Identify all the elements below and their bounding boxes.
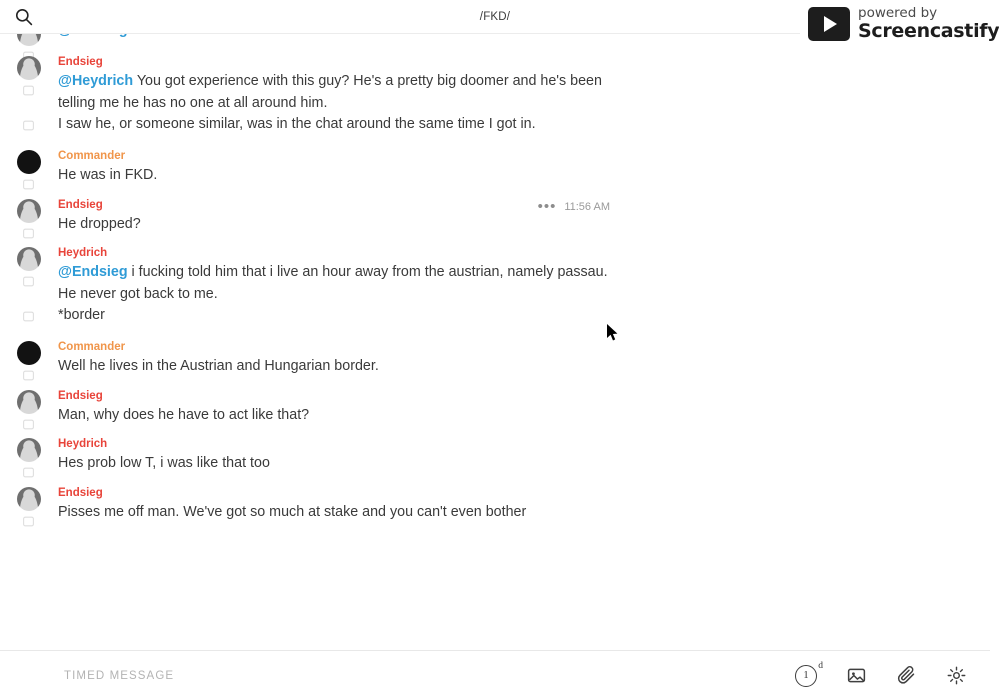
message-text-span: Man, why does he have to act like that? xyxy=(58,406,310,423)
message-text xyxy=(58,305,618,327)
message-composer xyxy=(0,650,990,700)
message-sender[interactable]: Commander xyxy=(58,150,126,162)
avatar[interactable] xyxy=(17,341,41,365)
message-options-icon[interactable]: ••• xyxy=(537,197,557,215)
screencastify-watermark xyxy=(800,0,999,48)
message-text xyxy=(58,71,618,114)
message-gutter xyxy=(10,305,58,329)
image-icon[interactable] xyxy=(844,664,868,688)
snap-status-icon xyxy=(22,418,36,432)
avatar[interactable] xyxy=(17,199,41,223)
message-body xyxy=(58,245,980,305)
message-text-span: He dropped? xyxy=(58,215,141,232)
mention-link[interactable]: @Heydrich xyxy=(58,73,134,89)
message-row[interactable] xyxy=(0,305,990,329)
watermark-line-2: Screencastify xyxy=(858,19,999,42)
message-timestamp: 11:56 AM xyxy=(564,200,610,213)
message-row[interactable] xyxy=(0,114,990,138)
mention-link[interactable]: @Endsieg xyxy=(58,264,128,280)
message-gutter xyxy=(10,339,58,378)
message-text-span: You got experience with this guy? He's a pretty big doomer and he's been telling me he has no one at all around him. xyxy=(58,73,602,111)
message-sender[interactable]: Endsieg xyxy=(58,486,103,499)
message-body xyxy=(58,339,980,378)
message-gutter xyxy=(10,388,58,427)
message-gutter xyxy=(10,54,58,114)
timer-duration-button[interactable] xyxy=(794,660,823,688)
message-text xyxy=(58,453,618,475)
message-gutter xyxy=(10,245,58,305)
message-text xyxy=(58,262,618,305)
message-text xyxy=(58,165,618,187)
search-icon[interactable] xyxy=(12,6,34,28)
message-row[interactable] xyxy=(0,436,990,475)
message-gutter xyxy=(10,148,58,187)
snap-status-icon xyxy=(22,369,36,383)
message-body xyxy=(58,148,980,187)
message-body xyxy=(58,436,980,475)
message-text xyxy=(58,214,618,236)
avatar[interactable] xyxy=(17,56,41,80)
snap-status-icon xyxy=(22,310,36,324)
snap-status-icon xyxy=(22,84,36,98)
avatar[interactable] xyxy=(17,390,41,414)
message-text-span: He was in FKD. xyxy=(58,167,158,183)
message-row[interactable] xyxy=(0,148,990,187)
snap-status-icon xyxy=(22,275,36,289)
message-sender[interactable]: Endsieg xyxy=(58,198,103,211)
message-row[interactable] xyxy=(0,388,990,427)
message-sender[interactable]: Endsieg xyxy=(58,389,103,402)
message-row[interactable] xyxy=(0,339,990,378)
message-text-span: I saw he, or someone similar, was in the chat around the same time I got in. xyxy=(58,116,536,132)
message-gutter xyxy=(10,485,58,524)
message-text xyxy=(58,405,618,427)
message-sender[interactable]: Heydrich xyxy=(58,438,108,450)
message-row[interactable] xyxy=(0,54,990,114)
composer-actions xyxy=(794,660,990,688)
message-text xyxy=(58,356,618,378)
message-text-span: *border xyxy=(58,307,105,323)
snap-status-icon xyxy=(22,227,36,241)
message-body xyxy=(58,54,980,114)
snap-status-icon xyxy=(22,466,36,480)
message-body xyxy=(58,485,980,524)
message-sender[interactable]: Endsieg xyxy=(58,56,103,68)
message-text-span: i fucking told him that i live an hour away from the austrian, namely passau. He never got back to me. xyxy=(58,264,608,302)
message-row[interactable] xyxy=(0,245,990,305)
snap-status-icon xyxy=(22,515,36,529)
message-text-span: Pisses me off man. We've got so much at stake and you can't even bother xyxy=(58,503,527,520)
message-row[interactable] xyxy=(0,485,990,524)
channel-title: /FKD/ xyxy=(479,10,511,23)
paperclip-icon[interactable] xyxy=(894,664,918,688)
message-text xyxy=(58,502,618,524)
message-body xyxy=(58,388,980,427)
message-body xyxy=(58,305,980,329)
timer-unit: d xyxy=(818,660,823,671)
message-text xyxy=(58,114,618,136)
message-text-span: Well he lives in the Austrian and Hungarian border. xyxy=(58,358,379,374)
message-body xyxy=(58,114,980,138)
message-gutter xyxy=(10,197,58,236)
avatar[interactable] xyxy=(17,438,41,462)
avatar[interactable] xyxy=(17,487,41,511)
message-row[interactable] xyxy=(0,197,990,236)
message-list[interactable] xyxy=(0,34,990,650)
sparkle-icon[interactable] xyxy=(944,664,968,688)
snap-status-icon xyxy=(22,119,36,133)
snap-status-icon xyxy=(22,178,36,192)
screencastify-logo-icon xyxy=(808,7,850,41)
message-meta xyxy=(537,197,610,215)
avatar[interactable] xyxy=(17,247,41,271)
avatar[interactable] xyxy=(17,150,41,174)
message-gutter xyxy=(10,114,58,138)
message-sender[interactable]: Commander xyxy=(58,341,126,353)
message-body xyxy=(58,197,980,236)
message-input[interactable] xyxy=(62,669,794,683)
message-sender[interactable]: Heydrich xyxy=(58,247,108,259)
watermark-line-1: powered by xyxy=(858,5,938,22)
timer-value: 1 xyxy=(803,670,809,681)
message-text-span: Hes prob low T, i was like that too xyxy=(58,455,270,471)
message-gutter xyxy=(10,436,58,475)
